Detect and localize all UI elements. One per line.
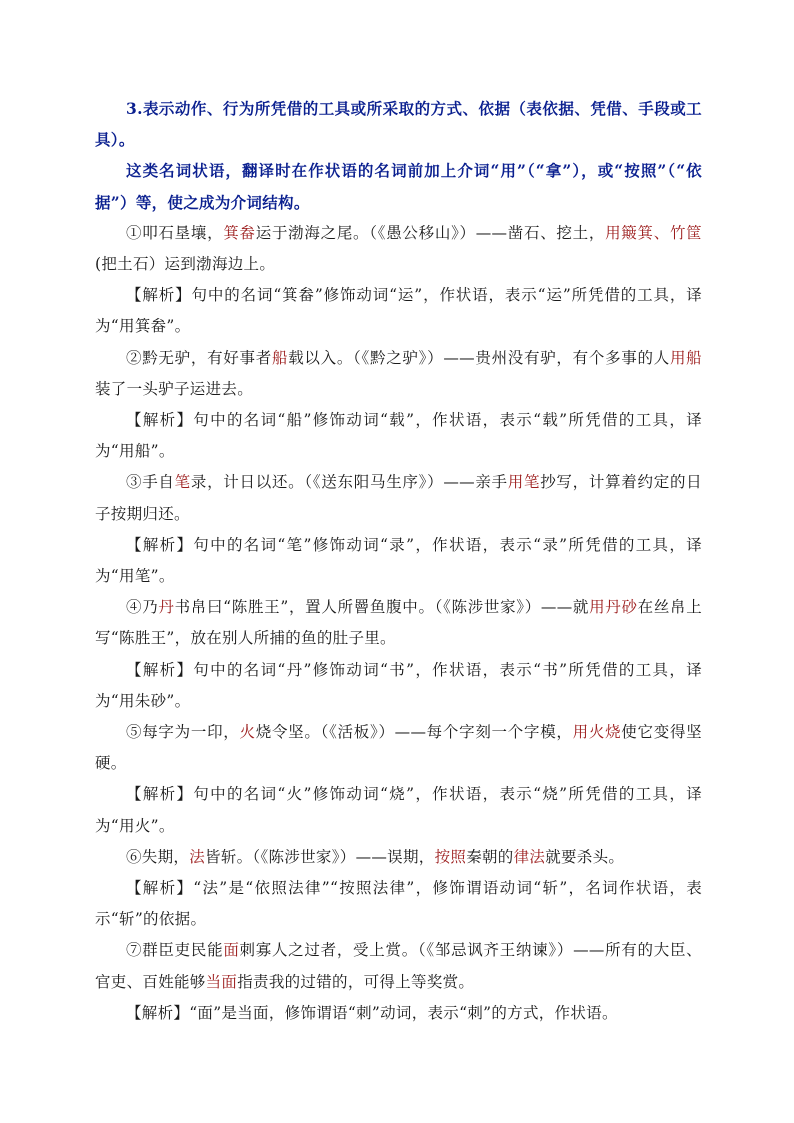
example-3: [95, 467, 702, 529]
text-run: 秦朝的: [466, 847, 514, 866]
text-run: ④乃: [126, 598, 159, 617]
highlighted-text: 面: [223, 941, 240, 960]
text-run: 【解析】“法”是“依照法律”“按照法律”，修饰谓语动词“斩”，名词作状语，表示“斩”的依据。: [95, 879, 702, 929]
text-run: ②黔无驴，有好事者: [126, 348, 272, 367]
text-run: 【解析】句中的名词“箕畚”修饰动词“运”，作状语，表示“运”所凭借的工具，译为“用箕畚”。: [95, 286, 702, 336]
example-4: [95, 592, 702, 654]
highlighted-text: 用火烧: [572, 723, 622, 742]
section-intro: [95, 155, 702, 217]
text-run: 装了一头驴子运进去。: [95, 379, 254, 398]
text-run: 【解析】句中的名词“火”修饰动词“烧”，作状语，表示“烧”所凭借的工具，译为“用火”。: [95, 785, 702, 835]
highlighted-text: 用簸箕、竹筐: [605, 223, 702, 242]
example-6: [95, 842, 702, 873]
text-run: 这类名词状语，翻译时在作状语的名词前加上介词“用”（“拿”），或“按照”（“依据”）等，使之成为介词结构。: [95, 161, 702, 212]
text-run: ⑥失期，: [126, 847, 190, 866]
text-run: 【解析】句中的名词“笔”修饰动词“录”，作状语，表示“录”所凭借的工具，译为“用笔”。: [95, 535, 702, 586]
highlighted-text: 按照: [434, 847, 467, 866]
highlighted-text: 箕畚: [223, 223, 256, 242]
text-run: 【解析】句中的名词“丹”修饰动词“书”，作状语，表示“书”所凭借的工具，译为“用朱砂”。: [95, 660, 702, 710]
text-run: 3.表示动作、行为所凭借的工具或所采取的方式、依据（表依据、凭借、手段或工具）。: [95, 99, 702, 150]
highlighted-text: 用笔: [507, 473, 541, 492]
analysis-2: [95, 405, 702, 467]
highlighted-text: 律法: [513, 847, 546, 866]
text-run: 载以入。（《黔之驴》）——贵州没有驴，有个多事的人: [288, 348, 670, 367]
highlighted-text: 用丹砂: [589, 598, 638, 617]
document-body: [95, 93, 702, 1029]
analysis-1: [95, 280, 702, 342]
text-run: 在丝帛上写“陈胜王”，放在别人所捕的鱼的肚子里。: [95, 598, 703, 648]
highlighted-text: 用船: [669, 348, 702, 367]
highlighted-text: 笔: [174, 473, 191, 492]
example-7: [95, 935, 702, 997]
text-run: 指责我的过错的，可得上等奖赏。: [237, 972, 475, 991]
analysis-3: [95, 530, 702, 592]
analysis-4: [95, 655, 702, 717]
text-run: ①叩石垦壤，: [126, 223, 224, 242]
text-run: 录，计日以还。（《送东阳马生序》）——亲手: [190, 473, 508, 492]
highlighted-text: 当面: [205, 972, 238, 991]
text-run: 运于渤海之尾。（《愚公移山》）——凿石、挖土，: [255, 223, 606, 242]
section-heading: [95, 93, 702, 155]
text-run: 就要杀头。: [545, 847, 625, 866]
text-run: ⑤每字为一印，: [126, 723, 240, 742]
highlighted-text: 法: [189, 847, 206, 866]
analysis-5: [95, 779, 702, 841]
highlighted-text: 火: [239, 723, 256, 742]
text-run: 烧令坚。（《活板》）——每个字刻一个字模，: [255, 723, 573, 742]
text-run: ⑦群臣吏民能: [126, 941, 224, 960]
text-run: 抄写，计算着约定的日子按期归还。: [95, 473, 702, 523]
text-run: ③手自: [126, 473, 175, 492]
text-run: 【解析】句中的名词“船”修饰动词“载”，作状语，表示“载”所凭借的工具，译为“用船”。: [95, 411, 702, 461]
highlighted-text: 船: [271, 348, 289, 367]
text-run: 【解析】“面”是当面，修饰谓语“刺”动词，表示“刺”的方式，作状语。: [126, 1003, 618, 1022]
text-run: 皆斩。（《陈涉世家》）——误期，: [205, 847, 435, 866]
analysis-7: [95, 998, 702, 1029]
highlighted-text: 丹: [158, 598, 175, 617]
example-2: [95, 343, 702, 405]
text-run: 使它变得坚硬。: [95, 723, 702, 773]
text-run: (把土石）运到渤海边上。: [95, 255, 276, 274]
example-1: [95, 218, 702, 280]
analysis-6: [95, 873, 702, 935]
example-5: [95, 717, 702, 779]
text-run: 刺寡人之过者，受上赏。（《邹忌讽齐王纳谏》）——所有的大臣、官吏、百姓能够: [95, 941, 702, 991]
text-run: 书帛曰“陈胜王”，置人所罾鱼腹中。（《陈涉世家》）——就: [174, 598, 590, 617]
